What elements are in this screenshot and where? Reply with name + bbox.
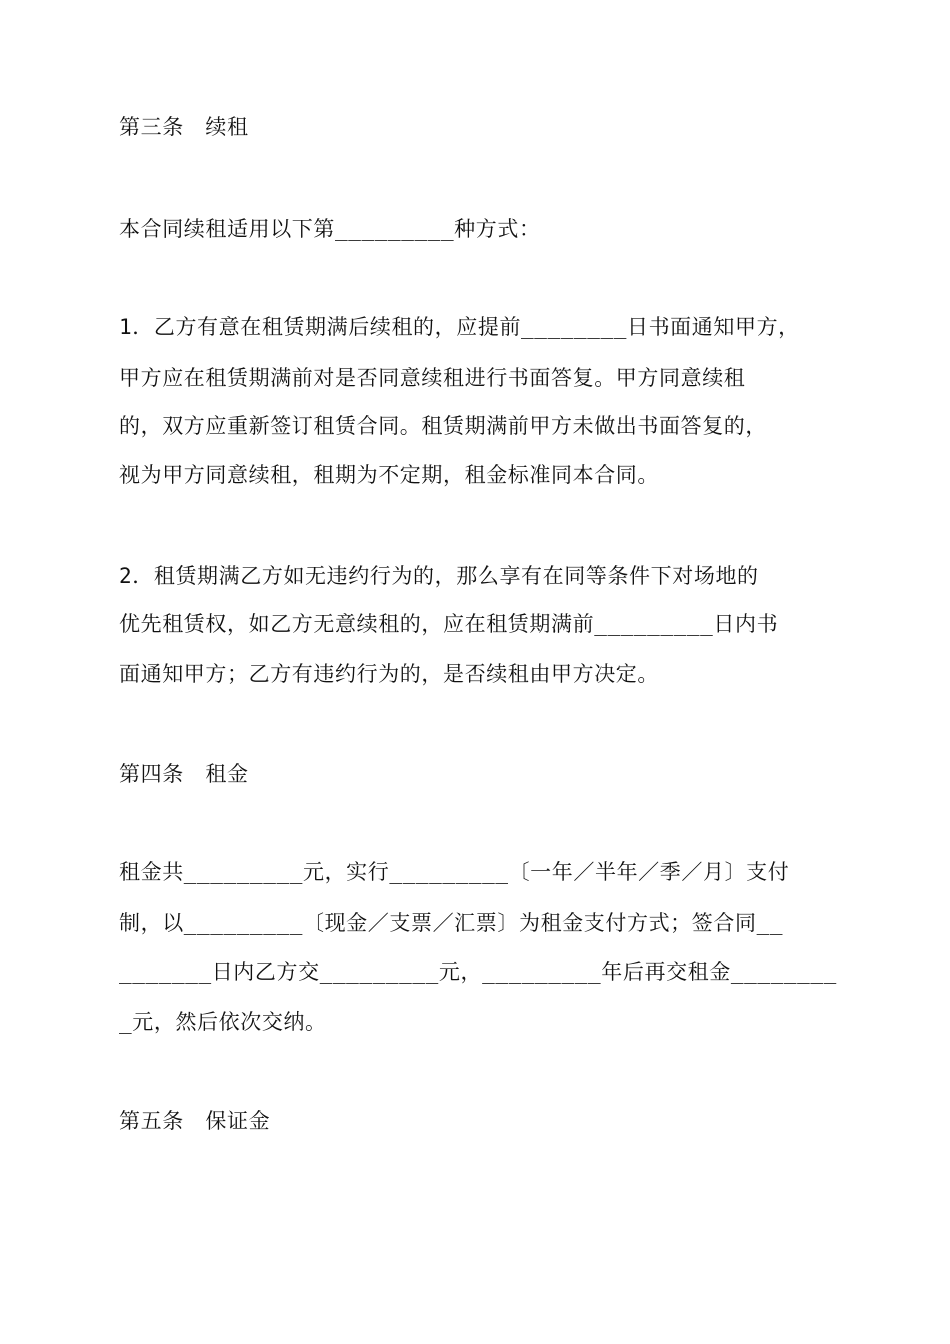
article-4-line-1: 租金共_________元，实行_________〔一年／半年／季／月〕支付 — [119, 860, 790, 884]
article-3-intro: 本合同续租适用以下第_________种方式： — [119, 217, 541, 241]
article-3-item-1-line-3: 的，双方应重新签订租赁合同。租赁期满前甲方未做出书面答复的， — [119, 414, 767, 438]
article-4-line-2: 制，以_________〔现金／支票／汇票〕为租金支付方式；签合同__ — [119, 911, 784, 935]
article-3-item-1-line-1: 1．乙方有意在租赁期满后续租的，应提前________日书面通知甲方， — [119, 315, 800, 339]
article-3-item-1-line-4: 视为甲方同意续租，租期为不定期，租金标准同本合同。 — [119, 463, 659, 487]
article-4-line-4: _元，然后依次交纳。 — [119, 1010, 327, 1034]
article-4-line-3: _______日内乙方交_________元，_________年后再交租金________ — [119, 960, 837, 984]
article-3-item-2-line-1: 2．租赁期满乙方如无违约行为的，那么享有在同等条件下对场地的 — [119, 564, 759, 588]
article-5-heading: 第五条 保证金 — [119, 1109, 271, 1133]
article-3-heading: 第三条 续租 — [119, 115, 249, 139]
article-3-item-2-line-2: 优先租赁权，如乙方无意续租的，应在租赁期满前_________日内书 — [119, 612, 779, 636]
article-3-item-2-line-3: 面通知甲方；乙方有违约行为的，是否续租由甲方决定。 — [119, 662, 659, 686]
article-4-heading: 第四条 租金 — [119, 762, 249, 786]
article-3-item-1-line-2: 甲方应在租赁期满前对是否同意续租进行书面答复。甲方同意续租 — [119, 366, 746, 390]
